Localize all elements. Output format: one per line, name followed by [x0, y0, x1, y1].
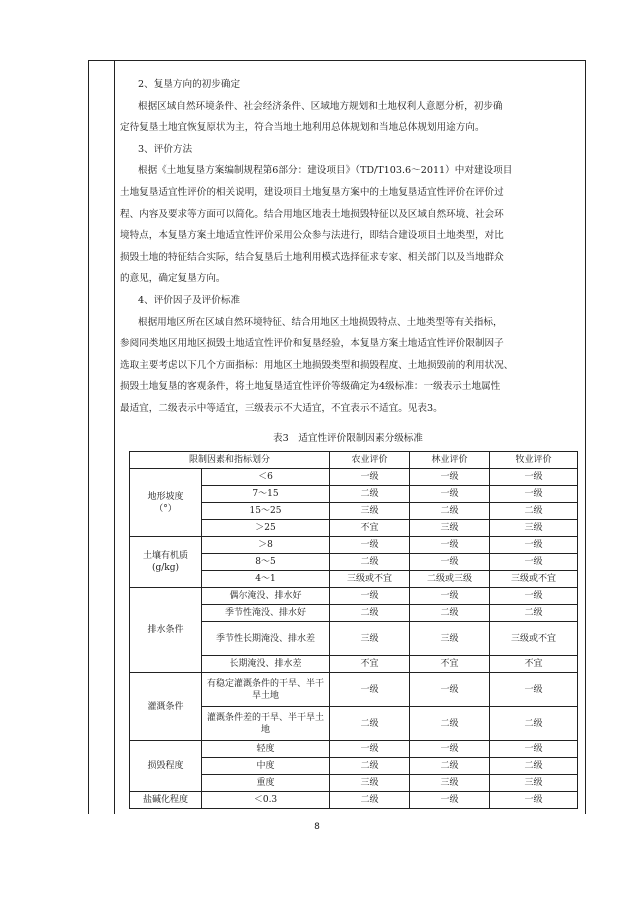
table-caption: 表3 适宜性评价限制因素分级标准	[272, 433, 423, 444]
body-text	[120, 74, 576, 420]
grade-cell: 二级	[410, 503, 490, 520]
grade-cell: 三级	[490, 520, 578, 537]
grade-cell: 一级	[330, 537, 410, 554]
factor-cell: 盐碱化程度	[130, 792, 202, 809]
grade-cell: 不宜	[410, 656, 490, 673]
grade-cell: 三级	[410, 520, 490, 537]
grade-cell: 一级	[410, 792, 490, 809]
grade-cell: 一级	[490, 554, 578, 571]
grade-cell: 三级	[410, 622, 490, 656]
header-pasture: 牧业评价	[490, 452, 578, 469]
section-3-line: 程、内容及要求等方面可以简化。结合用地区地表土地损毁特征以及区域自然环境、社会环	[120, 208, 504, 220]
section-3-line: 损毁土地的特征结合实际，结合复垦后土地利用模式选择征求专家、相关部门以及当地群众	[120, 251, 504, 263]
indicator-cell: ＜6	[202, 469, 330, 486]
section-3-line: 土地复垦适宜性评价的相关说明，建设项目土地复垦方案中的土地复垦适宜性评价在评价过	[120, 186, 504, 198]
grade-cell: 一级	[410, 588, 490, 605]
section-3-heading: 3、评价方法	[138, 143, 193, 155]
section-4-line: 损毁土地复垦的客观条件，将土地复垦适宜性评价等级确定为4级标准：一级表示土地属性	[120, 381, 501, 393]
grade-cell: 三级或不宜	[330, 571, 410, 588]
factor-cell: 灌溉条件	[130, 673, 202, 741]
grade-cell: 不宜	[330, 520, 410, 537]
header-agriculture: 农业评价	[330, 452, 410, 469]
indicator-cell: 4～1	[202, 571, 330, 588]
factor-cell: 排水条件	[130, 588, 202, 673]
indicator-cell: 15～25	[202, 503, 330, 520]
indicator-cell: 重度	[202, 775, 330, 792]
section-4-line: 根据用地区所在区域自然环境特征、结合用地区土地损毁特点、土地类型等有关指标，	[138, 316, 503, 328]
grade-cell: 一级	[490, 741, 578, 758]
grade-cell: 二级	[490, 707, 578, 741]
header-factor: 限制因素和指标划分	[130, 452, 330, 469]
grade-cell: 一级	[490, 673, 578, 707]
section-4-line: 选取主要考虑以下几个方面指标：用地区土地损毁类型和损毁程度、土地损毁前的利用状况、	[120, 359, 514, 371]
section-4-line: 参阅同类地区用地区损毁土地适宜性评价和复垦经验，本复垦方案土地适宜性评价限制因子	[120, 338, 504, 350]
grade-cell: 一级	[410, 673, 490, 707]
grade-cell: 二级	[490, 758, 578, 775]
grade-cell: 三级或不宜	[490, 622, 578, 656]
section-2-heading: 2、复垦方向的初步确定	[138, 79, 241, 90]
grade-cell: 一级	[410, 554, 490, 571]
factor-cell: 地形坡度 （°）	[130, 469, 202, 537]
section-2-line: 根据区域自然环境条件、社会经济条件、区域地方规划和土地权利人意愿分析，初步确	[138, 100, 503, 112]
grade-cell: 一级	[330, 741, 410, 758]
grade-cell: 二级	[490, 605, 578, 622]
grade-cell: 三级	[330, 503, 410, 520]
grade-cell: 一级	[410, 486, 490, 503]
frame-divider	[114, 60, 115, 814]
grade-cell: 三级	[330, 775, 410, 792]
grade-cell: 三级或不宜	[490, 571, 578, 588]
grade-cell: 二级	[330, 707, 410, 741]
grade-cell: 二级	[330, 758, 410, 775]
indicator-cell: ＞8	[202, 537, 330, 554]
indicator-cell: 有稳定灌溉条件的干旱、半干旱土地	[202, 673, 330, 707]
indicator-cell: 8～5	[202, 554, 330, 571]
section-3-line: 根据《土地复垦方案编制规程第6部分：建设项目》（TD/T103.6～2011）中对建设项目	[138, 165, 513, 177]
grade-cell: 二级	[410, 758, 490, 775]
grade-cell: 不宜	[330, 656, 410, 673]
table-row	[130, 537, 578, 554]
grade-cell: 二级	[410, 605, 490, 622]
grade-cell: 一级	[490, 486, 578, 503]
table-row	[130, 741, 578, 758]
table-row	[130, 792, 578, 809]
header-forestry: 林业评价	[410, 452, 490, 469]
table-row	[130, 673, 578, 707]
grade-cell: 不宜	[490, 656, 578, 673]
table-row	[130, 588, 578, 605]
grade-cell: 三级	[490, 775, 578, 792]
grade-cell: 二级	[330, 792, 410, 809]
section-3-line: 境特点，本复垦方案土地适宜性评价采用公众参与法进行，即结合建设项目土地类型，对比	[120, 230, 504, 242]
indicator-cell: 季节性长期淹没、排水差	[202, 622, 330, 656]
indicator-cell: ＜0.3	[202, 792, 330, 809]
grade-cell: 一级	[410, 537, 490, 554]
grade-cell: 二级	[330, 554, 410, 571]
indicator-cell: 7～15	[202, 486, 330, 503]
indicator-cell: 季节性淹没、排水好	[202, 605, 330, 622]
factor-cell: 损毁程度	[130, 741, 202, 792]
grade-cell: 一级	[490, 588, 578, 605]
grade-cell: 一级	[330, 469, 410, 486]
suitability-table	[129, 451, 578, 809]
indicator-cell: 长期淹没、排水差	[202, 656, 330, 673]
grade-cell: 一级	[410, 741, 490, 758]
grade-cell: 一级	[330, 588, 410, 605]
factor-cell: 土壤有机质 (g/kg)	[130, 537, 202, 588]
grade-cell: 一级	[490, 469, 578, 486]
grade-cell: 三级	[410, 775, 490, 792]
grade-cell: 二级或三级	[410, 571, 490, 588]
section-4-heading: 4、评价因子及评价标准	[138, 294, 241, 306]
page-number: 8	[314, 822, 320, 832]
grade-cell: 二级	[330, 605, 410, 622]
indicator-cell: 灌溉条件差的干旱、半干旱土地	[202, 707, 330, 741]
grade-cell: 一级	[490, 537, 578, 554]
grade-cell: 一级	[330, 673, 410, 707]
grade-cell: 二级	[410, 707, 490, 741]
grade-cell: 三级	[330, 622, 410, 656]
section-4-line: 最适宜，二级表示中等适宜，三级表示不大适宜，不宜表示不适宜。见表3。	[120, 402, 443, 414]
indicator-cell: 中度	[202, 758, 330, 775]
grade-cell: 一级	[490, 792, 578, 809]
table-header-row	[130, 452, 578, 469]
indicator-cell: ＞25	[202, 520, 330, 537]
grade-cell: 二级	[330, 486, 410, 503]
section-3-line: 的意见，确定复垦方向。	[120, 273, 226, 285]
indicator-cell: 轻度	[202, 741, 330, 758]
grade-cell: 一级	[410, 469, 490, 486]
section-2-line: 定待复垦土地宜恢复原状为主，符合当地土地利用总体规划和当地总体规划用途方向。	[120, 122, 485, 134]
grade-cell: 二级	[490, 503, 578, 520]
indicator-cell: 偶尔淹没、排水好	[202, 588, 330, 605]
table-row	[130, 469, 578, 486]
